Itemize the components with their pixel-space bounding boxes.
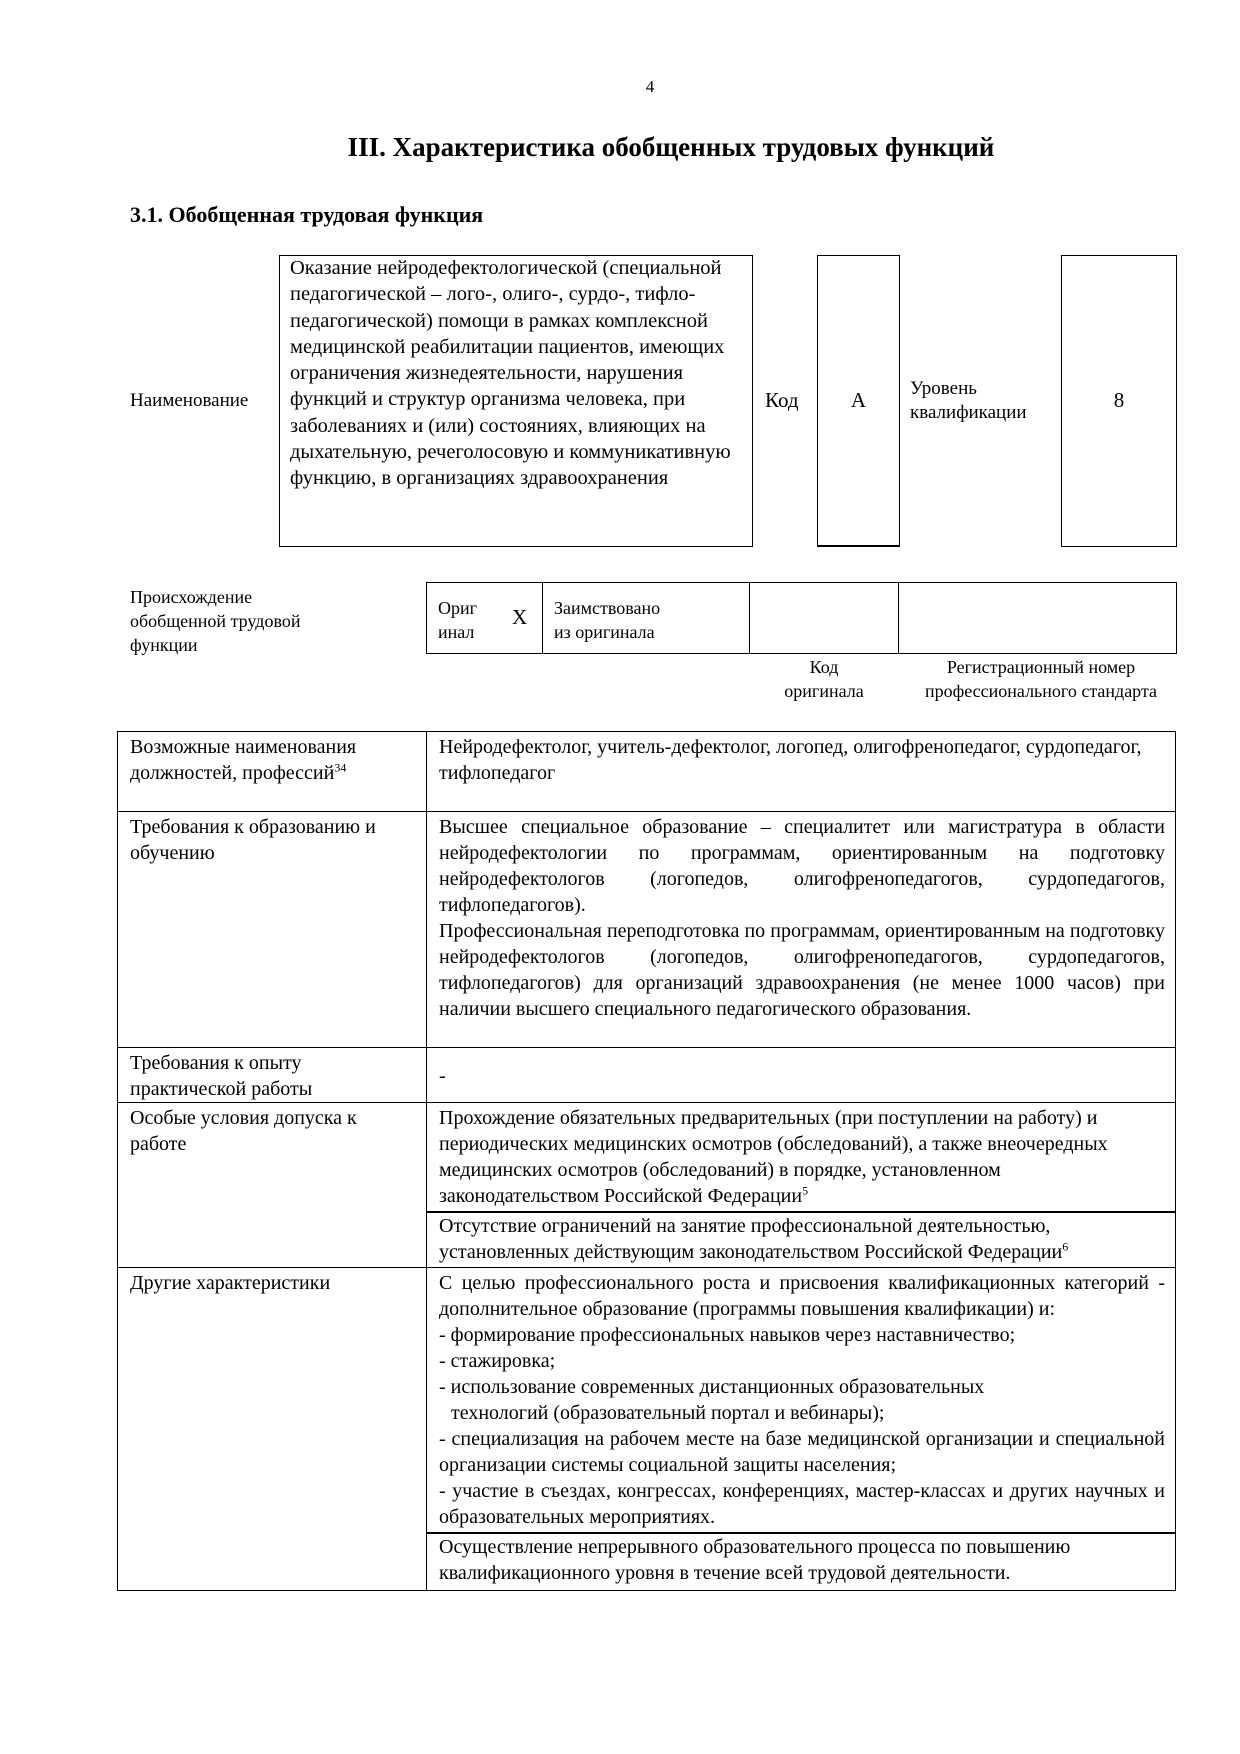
conditions-paragraph	[439, 1105, 1165, 1211]
table-row	[118, 1048, 1176, 1103]
registration-number-caption	[900, 655, 1182, 703]
conditions-paragraph	[427, 1211, 1175, 1267]
education-label-cell	[118, 812, 427, 1048]
footnote-ref: 6	[1062, 1239, 1069, 1254]
registration-number-cell	[898, 582, 1177, 654]
conditions-label-cell	[118, 1103, 427, 1268]
original-label-line1: Ориг	[438, 598, 478, 618]
borrowed-label-line2: из оригинала	[554, 622, 655, 642]
list-item-continuation: технологий (образовательный портал и вебинары);	[451, 1402, 885, 1424]
table-row	[118, 1103, 1176, 1268]
experience-label: Требования к опыту практической работы	[130, 1052, 313, 1100]
list-item: - использование современных дистанционных образовательных	[439, 1376, 985, 1398]
origin-label-line2: обобщенной трудовой	[130, 611, 301, 631]
level-label-line1: Уровень	[910, 378, 977, 399]
list-item: - специализация на рабочем месте на базе медицинской организации и специальной организации системы социальной защиты населения;	[439, 1428, 1165, 1476]
original-label	[438, 596, 477, 644]
other-value-cell	[427, 1268, 1176, 1591]
level-value: 8	[1113, 388, 1125, 412]
borrowed-label	[554, 596, 660, 644]
table-row	[118, 1268, 1176, 1591]
positions-value: Нейродефектолог, учитель-дефектолог, логопед, олигофренопедагог, сурдопедагог, тифлопедагог	[439, 736, 1142, 784]
original-code-caption	[749, 655, 899, 703]
experience-label-cell	[118, 1048, 427, 1103]
requirements-table	[117, 731, 1176, 1591]
footnote-ref: 5	[802, 1183, 809, 1198]
original-code-cell	[749, 582, 899, 654]
experience-value-cell	[427, 1048, 1176, 1103]
origin-label-line1: Происхождение	[130, 587, 253, 607]
education-paragraph: Высшее специальное образование – специалитет или магистратура в области нейродефектологии по программам, ориентированным на подготовку нейродефектологов (логопедов, олигофренопедагогов, сурдопедагогов, тифлопедагогов).	[439, 816, 1165, 916]
origin-label-line3: функции	[130, 635, 198, 655]
conditions-label: Особые условия допуска к работе	[130, 1107, 357, 1155]
education-value-cell	[427, 812, 1176, 1048]
conditions-value-cell	[427, 1103, 1176, 1268]
page-title: III. Характеристика обобщенных трудовых функций	[347, 132, 995, 162]
origin-label	[130, 585, 350, 657]
table-row	[118, 732, 1176, 812]
education-label: Требования к образованию и обучению	[130, 816, 376, 864]
level-label	[910, 377, 1027, 425]
table-row	[118, 812, 1176, 1048]
name-label: Наименование	[130, 390, 249, 411]
code-value: А	[850, 388, 867, 412]
original-mark: Х	[512, 605, 528, 629]
footnote-ref: 34	[334, 760, 347, 775]
positions-label: Возможные наименования должностей, профессий	[130, 736, 357, 784]
page-number: 4	[645, 77, 655, 96]
code-label: Код	[765, 388, 799, 412]
education-paragraph: Профессиональная переподготовка по программам, ориентированным на подготовку нейродефектологов (логопедов, олигофренопедагогов, сурдопедагогов, тифлопедагогов) для организаций здравоохранения (не менее 1000 часов) при наличии высшего специального педагогического образования.	[439, 920, 1165, 1020]
positions-label-cell	[118, 732, 427, 812]
section-title: 3.1. Обобщенная трудовая функция	[130, 202, 484, 227]
list-item: - формирование профессиональных навыков через наставничество;	[439, 1324, 1016, 1346]
other-paragraph: Осуществление непрерывного образовательного процесса по повышению квалификационного уровня в течение всей трудовой деятельности.	[427, 1532, 1175, 1590]
level-label-line2: квалификации	[910, 402, 1027, 423]
other-label-cell	[118, 1268, 427, 1591]
list-item: - стажировка;	[439, 1350, 556, 1372]
original-code-caption-line1: Код	[809, 657, 839, 677]
other-label: Другие характеристики	[130, 1272, 331, 1294]
positions-value-cell	[427, 732, 1176, 812]
list-item: - участие в съездах, конгрессах, конференциях, мастер-классах и других научных и образовательных мероприятиях.	[439, 1480, 1165, 1528]
other-paragraph: С целью профессионального роста и присвоения квалификационных категорий - дополнительное образование (программы повышения квалификации) и:	[439, 1272, 1165, 1320]
original-code-caption-line2: оригинала	[784, 681, 864, 701]
original-label-line2: инал	[438, 622, 475, 642]
registration-number-caption-line1: Регистрационный номер	[946, 657, 1136, 677]
conditions-text: Отсутствие ограничений на занятие профессиональной деятельностью, установленных действующим законодательством Российской Федерации	[439, 1215, 1063, 1263]
name-value: Оказание нейродефектологической (специальной педагогической – лого-, олиго-, сурдо-, тифло- педагогической) помощи в рамках комплексной медицинской реабилитации пациентов, имеющих ограничения жизнедеятельности, нарушения функций и структур организма человека, при заболеваниях и (или) состояниях, влияющих на дыхательную, речеголосовую и коммуникативную функцию, в организациях здравоохранения	[290, 257, 731, 490]
registration-number-caption-line2: профессионального стандарта	[924, 681, 1158, 701]
experience-value: -	[439, 1065, 446, 1087]
borrowed-label-line1: Заимствовано	[554, 598, 661, 618]
conditions-text: Прохождение обязательных предварительных (при поступлении на работу) и периодических медицинских осмотров (обследований), а также внеочередных медицинских осмотров (обследований) в порядке, установленном законодательством Российской Федерации	[439, 1107, 1108, 1207]
